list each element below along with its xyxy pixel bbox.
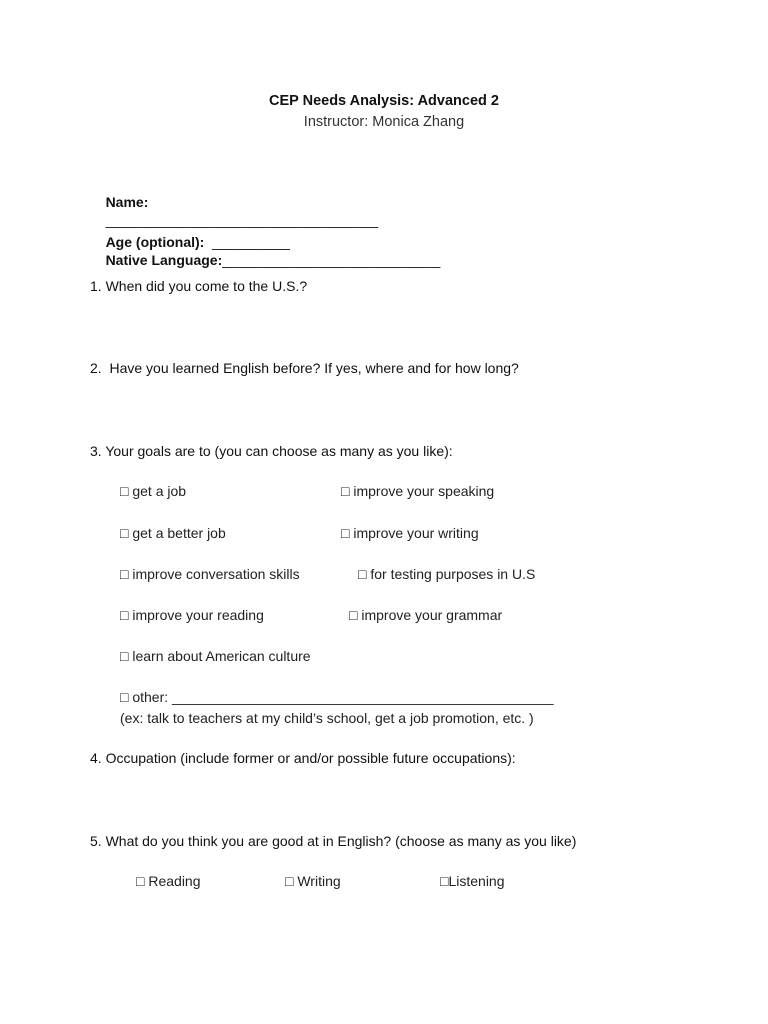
goal-conversation-checkbox[interactable]: □ improve conversation skills: [120, 566, 300, 582]
question-2: 2. Have you learned English before? If yes, where and for how long?: [90, 360, 519, 376]
native-language-blank[interactable]: ____________________________: [222, 252, 441, 268]
age-blank[interactable]: __________: [212, 234, 290, 250]
age-label: Age (optional):: [105, 234, 205, 250]
question-5: 5. What do you think you are good at in English? (choose as many as you like): [90, 833, 577, 849]
question-3: 3. Your goals are to (you can choose as many as you like):: [90, 443, 453, 459]
name-blank[interactable]: ___________________________________: [105, 212, 379, 228]
goal-american-culture-checkbox[interactable]: □ learn about American culture: [120, 648, 311, 664]
goal-improve-grammar-checkbox[interactable]: □ improve your grammar: [349, 607, 503, 623]
page-title: CEP Needs Analysis: Advanced 2: [269, 93, 499, 109]
skill-reading-checkbox[interactable]: □ Reading: [136, 873, 201, 889]
goal-improve-reading-checkbox[interactable]: □ improve your reading: [120, 607, 264, 623]
instructor-line: Instructor: Monica Zhang: [303, 114, 465, 130]
goal-get-job-checkbox[interactable]: □ get a job: [120, 483, 187, 499]
goal-other-example: (ex: talk to teachers at my child’s school, get a job promotion, etc. ): [120, 710, 534, 726]
skill-listening-checkbox[interactable]: □Listening: [440, 873, 505, 889]
goal-improve-speaking-checkbox[interactable]: □ improve your speaking: [341, 483, 495, 499]
native-language-label: Native Language:: [105, 252, 223, 268]
goal-other-checkbox[interactable]: □ other: _________________________________________________: [120, 689, 554, 705]
question-4: 4. Occupation (include former or and/or possible future occupations):: [90, 750, 516, 766]
goal-improve-writing-checkbox[interactable]: □ improve your writing: [341, 525, 479, 541]
goal-testing-checkbox[interactable]: □ for testing purposes in U.S: [358, 566, 536, 582]
name-label: Name:: [105, 194, 149, 210]
goal-better-job-checkbox[interactable]: □ get a better job: [120, 525, 226, 541]
question-1: 1. When did you come to the U.S.?: [90, 278, 308, 294]
skill-writing-checkbox[interactable]: □ Writing: [285, 873, 341, 889]
